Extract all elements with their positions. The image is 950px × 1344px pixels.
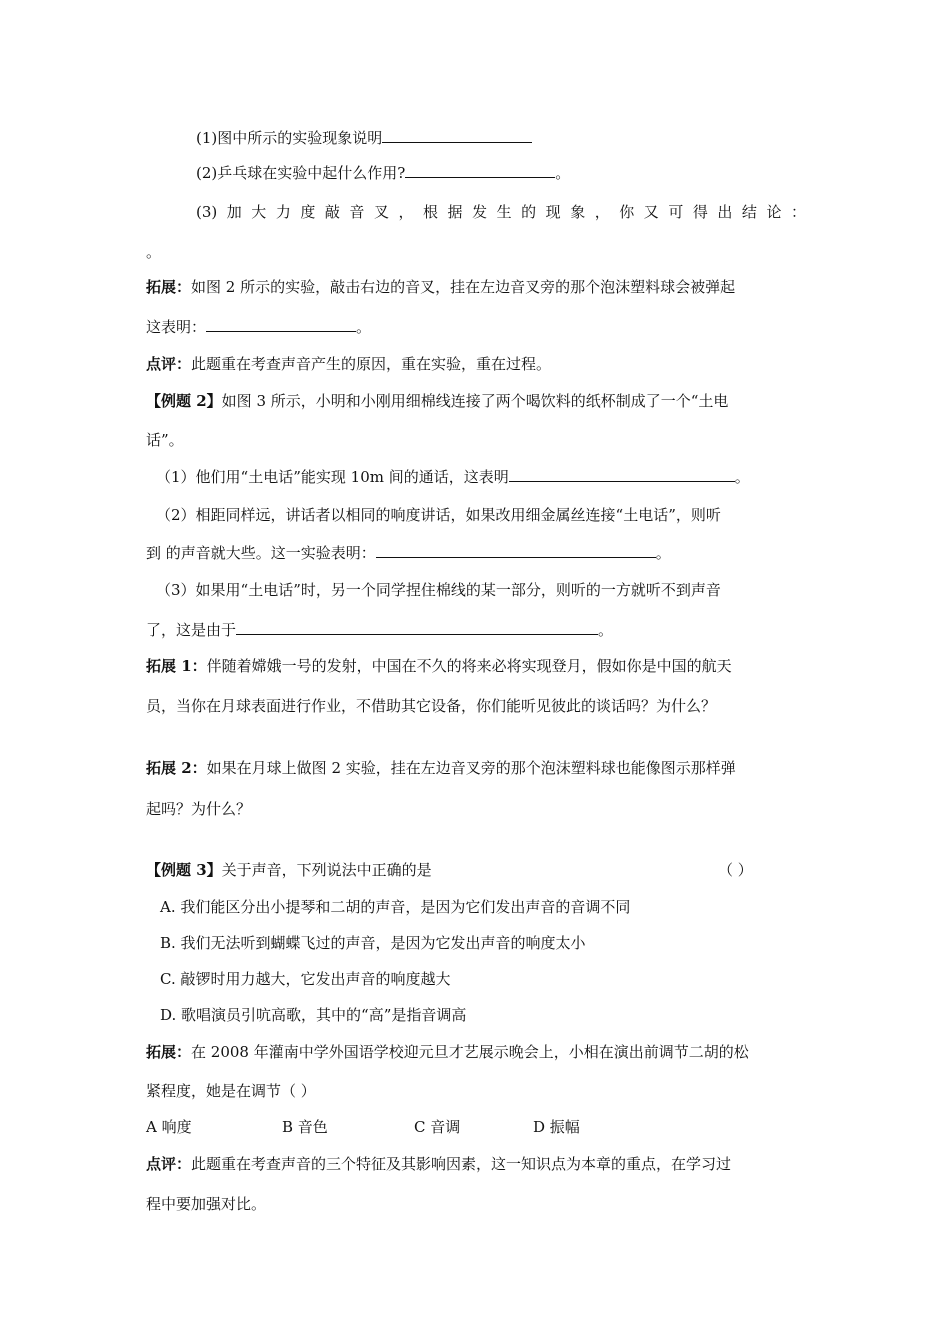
spaced-char: 大 [251, 203, 267, 221]
spaced-char: 又 [643, 203, 659, 221]
answer-parentheses[interactable]: （ ） [718, 861, 753, 879]
q1-part3 [196, 202, 806, 222]
spaced-char: 论 [766, 203, 782, 221]
q1-part3-end: 。 [146, 243, 162, 261]
example-3: 【例题 3】关于声音，下列说法中正确的是 [146, 861, 432, 879]
extension-2-1: 拓展 1：伴随着嫦娥一号的发射，中国在不久的将来必将实现登月，假如你是中国的航天 [146, 657, 732, 675]
extension-2-2: 拓展 2：如果在月球上做图 2 实验，挂在左边音叉旁的那个泡沫塑料球也能像图示那样弹 [146, 759, 736, 777]
option-a: A. 我们能区分出小提琴和二胡的声音，是因为它们发出声音的音调不同 [160, 898, 631, 916]
spaced-char: (3) [196, 203, 218, 221]
answer-blank[interactable] [376, 543, 656, 558]
q1-part2: (2)乒乓球在实验中起什么作用? 。 [196, 164, 571, 182]
spaced-char: 叉 [373, 203, 389, 221]
q1-part1: (1)图中所示的实验现象说明 [196, 128, 532, 148]
extension-1-line2: 这表明： 。 [146, 318, 372, 336]
answer-blank[interactable] [382, 128, 532, 143]
spaced-char: 现 [545, 203, 561, 221]
choice-b: B 音色 [282, 1118, 328, 1136]
answer-blank[interactable] [236, 620, 598, 635]
spaced-char: 根 [423, 203, 439, 221]
example-2-q1: （1）他们用“土电话”能实现 10m 间的通话，这表明 。 [156, 468, 750, 486]
spaced-char: 生 [496, 203, 512, 221]
spaced-char: 力 [275, 203, 291, 221]
spaced-char: 发 [472, 203, 488, 221]
spaced-char: ： [790, 203, 806, 221]
example-2-q2-line2: 到 的声音就大些。这一实验表明： 。 [146, 544, 671, 562]
spaced-char: 敲 [324, 203, 340, 221]
spaced-char: 据 [447, 203, 463, 221]
comment-3: 点评：此题重在考查声音的三个特征及其影响因素，这一知识点为本章的重点，在学习过 [146, 1155, 732, 1173]
example-2-q2: （2）相距同样远，讲话者以相同的响度讲话，如果改用细金属丝连接“土电话”，则听 [156, 506, 721, 524]
choice-c: C 音调 [414, 1118, 461, 1136]
comment-3-line2: 程中要加强对比。 [146, 1195, 267, 1213]
extension-3-line2: 紧程度，她是在调节（ ） [146, 1082, 316, 1100]
option-d: D. 歌唱演员引吭高歌，其中的“高”是指音调高 [160, 1006, 467, 1024]
spaced-char: 象 [570, 203, 586, 221]
extension-1: 拓展：如图 2 所示的实验，敲击右边的音叉，挂在左边音叉旁的那个泡沫塑料球会被弹起 [146, 278, 736, 296]
spaced-char: 结 [741, 203, 757, 221]
spaced-char: 的 [521, 203, 537, 221]
spaced-char: 音 [349, 203, 365, 221]
example-2-q3-line2: 了，这是由于 。 [146, 621, 614, 639]
spaced-char: ， [594, 203, 610, 221]
spaced-char: 得 [692, 203, 708, 221]
spaced-char: 可 [668, 203, 684, 221]
answer-blank[interactable] [405, 163, 555, 178]
choice-d: D 振幅 [533, 1118, 580, 1136]
example-2-q3: （3）如果用“土电话”时，另一个同学捏住棉线的某一部分，则听的一方就听不到声音 [156, 581, 721, 599]
extension-2-2-line2: 起吗？为什么？ [146, 800, 252, 818]
extension-2-1-line2: 员，当你在月球表面进行作业，不借助其它设备，你们能听见彼此的谈话吗？为什么？ [146, 697, 717, 715]
answer-blank[interactable] [509, 467, 735, 482]
spaced-char: 出 [717, 203, 733, 221]
spaced-char: 加 [226, 203, 242, 221]
comment-1: 点评：此题重在考查声音产生的原因，重在实验，重在过程。 [146, 355, 552, 373]
example-2: 【例题 2】如图 3 所示，小明和小刚用细棉线连接了两个喝饮料的纸杯制成了一个“土电 [146, 392, 729, 410]
spaced-char: ， [398, 203, 414, 221]
spaced-char: 你 [619, 203, 635, 221]
option-b: B. 我们无法听到蝴蝶飞过的声音，是因为它发出声音的响度太小 [160, 934, 586, 952]
answer-blank[interactable] [206, 317, 356, 332]
spaced-char: 度 [300, 203, 316, 221]
extension-3: 拓展：在 2008 年灌南中学外国语学校迎元旦才艺展示晚会上，小相在演出前调节二胡的松 [146, 1043, 749, 1061]
choice-a: A 响度 [146, 1118, 192, 1136]
option-c: C. 敲锣时用力越大，它发出声音的响度越大 [160, 970, 451, 988]
example-2-line2: 话”。 [146, 431, 184, 449]
